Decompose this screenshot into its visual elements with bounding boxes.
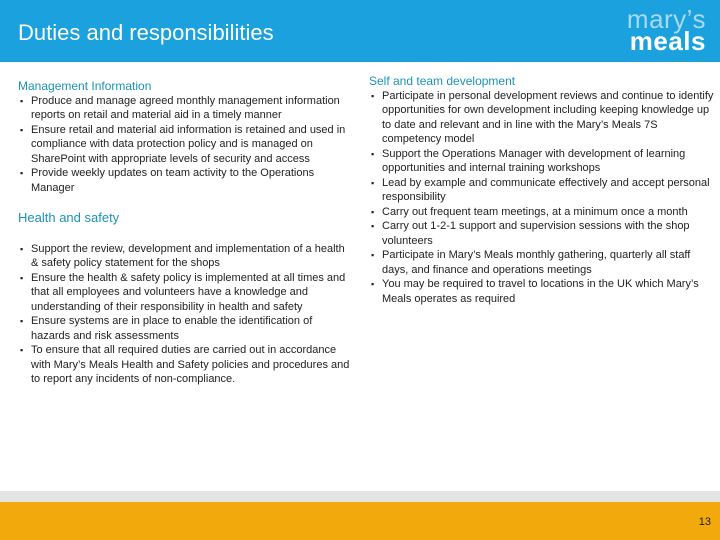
list-item: ▪ Ensure the health & safety policy is implemented at all times and that all employees and volunteers have a knowledge and understanding of their responsibility in health and safety xyxy=(18,271,354,315)
development-list xyxy=(369,89,719,307)
list-item: ▪ Participate in personal development reviews and continue to identify opportunities for own development including keeping knowledge up to date and relevant and in line with the Mary’s Meals 7S competency model xyxy=(369,89,719,147)
list-item: ▪ To ensure that all required duties are carried out in accordance with Mary’s Meals Health and Safety policies and procedures and to report any incidents of non-compliance. xyxy=(18,343,354,387)
footer-bar xyxy=(0,502,720,540)
list-item: ▪ Provide weekly updates on team activity to the Operations Manager xyxy=(18,166,354,195)
section-heading-development: Self and team development xyxy=(369,74,516,88)
list-item: ▪ You may be required to travel to locations in the UK which Mary’s Meals operates as required xyxy=(369,277,719,306)
list-item: ▪ Carry out frequent team meetings, at a minimum once a month xyxy=(369,205,719,220)
list-item: ▪ Support the Operations Manager with development of learning opportunities and internal training workshops xyxy=(369,147,719,176)
logo-line-2: meals xyxy=(629,26,706,56)
list-item: ▪ Ensure retail and material aid information is retained and used in compliance with data protection policy and is managed on SharePoint with appropriate levels of security and access xyxy=(18,123,354,167)
page-number: 13 xyxy=(698,516,711,528)
list-item: ▪ Ensure systems are in place to enable the identification of hazards and risk assessments xyxy=(18,314,354,343)
left-column xyxy=(18,79,354,387)
section-heading-management: Management Information xyxy=(18,79,152,93)
logo-line-1: mary’s xyxy=(626,4,706,34)
list-item: ▪ Lead by example and communicate effectively and accept personal responsibility xyxy=(369,176,719,205)
list-item: ▪ Produce and manage agreed monthly management information reports on retail and material aid in a timely manner xyxy=(18,94,354,123)
list-item: ▪ Participate in Mary’s Meals monthly gathering, quarterly all staff days, and finance and operations meetings xyxy=(369,248,719,277)
page-title: Duties and responsibilities xyxy=(18,20,274,45)
management-list xyxy=(18,94,354,196)
section-heading-health-safety: Health and safety xyxy=(18,210,120,225)
list-item: ▪ Support the review, development and implementation of a health & safety policy statement for the shops xyxy=(18,242,354,271)
marys-meals-logo xyxy=(626,4,706,56)
health-safety-list xyxy=(18,242,354,387)
right-column xyxy=(369,74,719,306)
header-bar xyxy=(0,0,720,62)
footer-divider xyxy=(0,491,720,502)
list-item: ▪ Carry out 1-2-1 support and supervision sessions with the shop volunteers xyxy=(369,219,719,248)
